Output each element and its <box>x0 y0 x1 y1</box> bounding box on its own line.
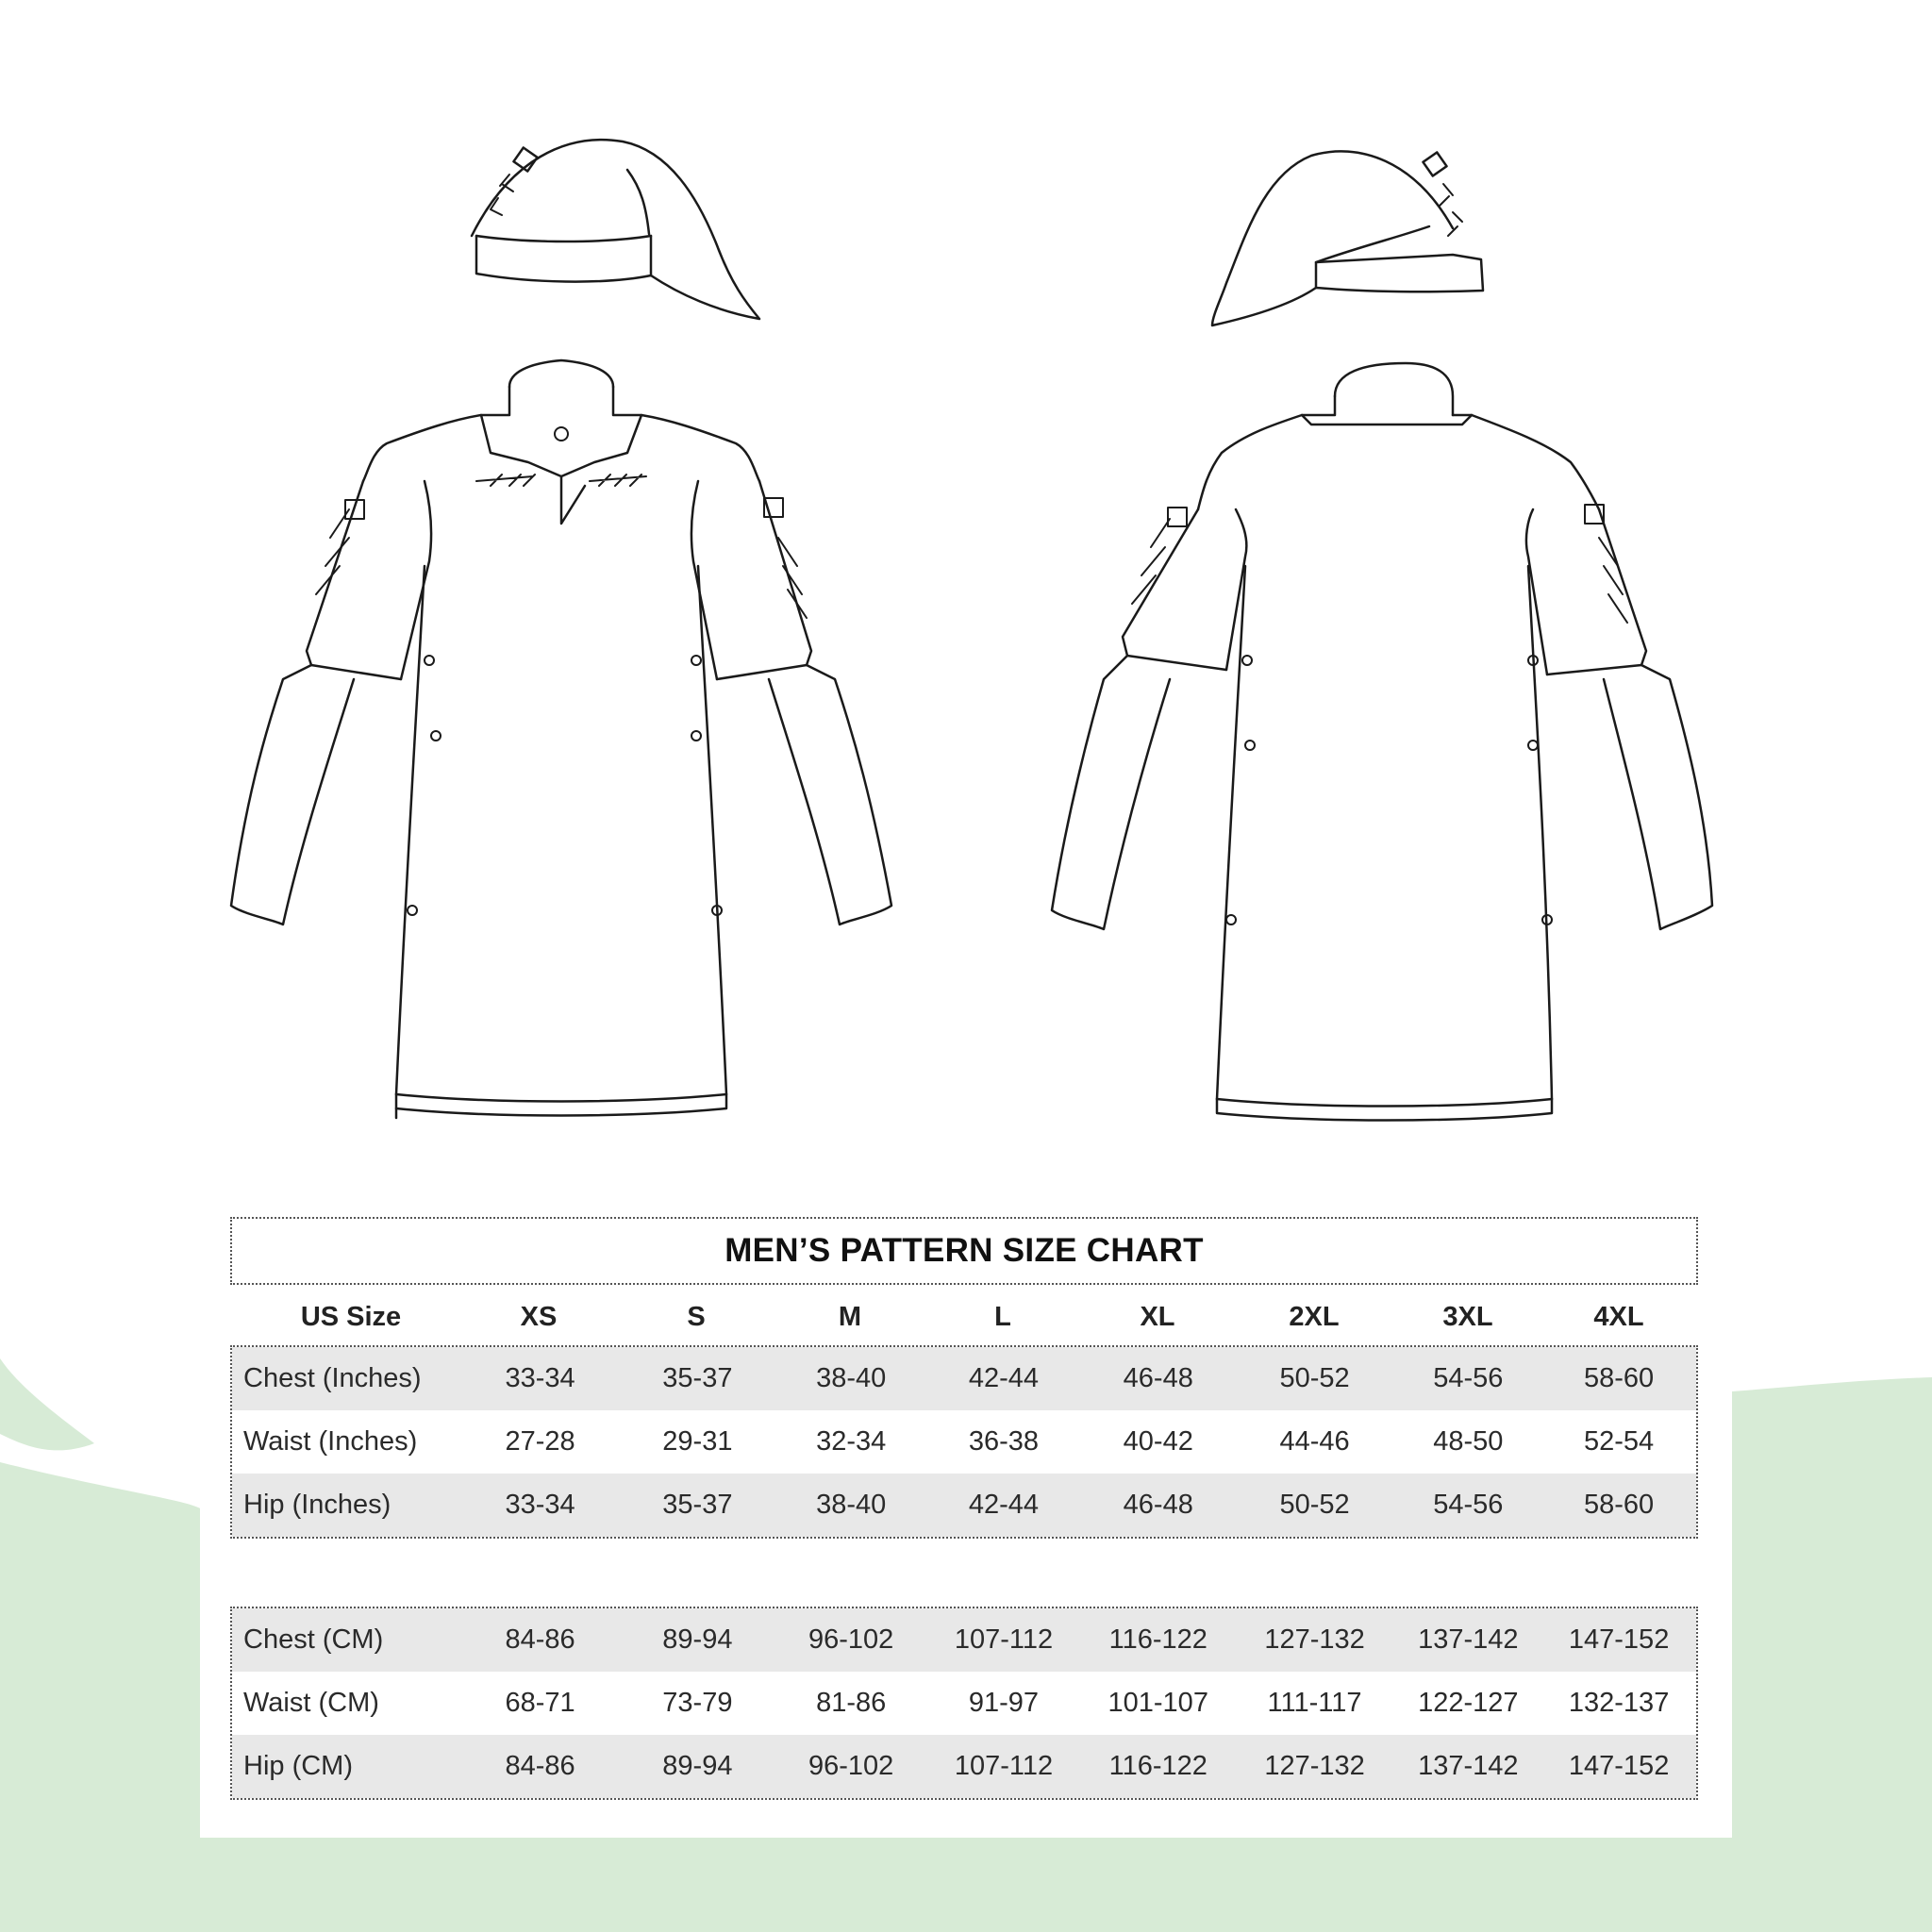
table-row <box>232 1672 1696 1735</box>
header-xs: XS <box>520 1301 558 1332</box>
table-cell: 29-31 <box>662 1426 733 1457</box>
table-cell: 33-34 <box>505 1363 575 1393</box>
table-cell: 38-40 <box>816 1363 887 1393</box>
table-cell: 137-142 <box>1418 1624 1519 1655</box>
table-cell: 36-38 <box>968 1426 1040 1457</box>
row-label: Hip (Inches) <box>243 1490 391 1520</box>
table-cell: 116-122 <box>1108 1751 1208 1781</box>
back-hat-drawing <box>1212 151 1483 325</box>
row-label: Hip (CM) <box>243 1751 353 1781</box>
table-cell: 48-50 <box>1433 1426 1504 1457</box>
row-label: Waist (Inches) <box>243 1426 418 1457</box>
chart-title: MEN’S PATTERN SIZE CHART <box>724 1232 1204 1269</box>
table-cell: 32-34 <box>816 1426 887 1457</box>
front-hat-drawing <box>472 140 759 319</box>
table-cell: 107-112 <box>954 1751 1054 1781</box>
table-cell: 58-60 <box>1584 1490 1655 1520</box>
table-cell: 89-94 <box>662 1751 733 1781</box>
table-cell: 40-42 <box>1123 1426 1193 1457</box>
table-cell: 84-86 <box>505 1624 575 1655</box>
table-cell: 147-152 <box>1568 1751 1670 1781</box>
table-cell: 54-56 <box>1433 1490 1504 1520</box>
table-row <box>232 1474 1696 1537</box>
table-cell: 46-48 <box>1123 1490 1193 1520</box>
header-m: M <box>838 1301 862 1332</box>
inches-table <box>230 1345 1698 1539</box>
table-cell: 84-86 <box>505 1751 575 1781</box>
table-cell: 96-102 <box>808 1751 894 1781</box>
table-cell: 38-40 <box>816 1490 887 1520</box>
table-cell: 132-137 <box>1568 1688 1670 1718</box>
cm-table <box>230 1607 1698 1800</box>
table-cell: 50-52 <box>1279 1363 1350 1393</box>
table-cell: 137-142 <box>1418 1751 1519 1781</box>
table-cell: 116-122 <box>1108 1624 1208 1655</box>
table-cell: 127-132 <box>1264 1751 1365 1781</box>
header-3xl: 3XL <box>1442 1301 1493 1332</box>
table-cell: 42-44 <box>968 1363 1040 1393</box>
table-cell: 44-46 <box>1279 1426 1350 1457</box>
table-row <box>232 1410 1696 1474</box>
header-2xl: 2XL <box>1289 1301 1340 1332</box>
table-cell: 89-94 <box>662 1624 733 1655</box>
row-label: Chest (Inches) <box>243 1363 422 1393</box>
front-tunic-drawing <box>231 360 891 1118</box>
header-4xl: 4XL <box>1593 1301 1644 1332</box>
table-cell: 81-86 <box>816 1688 887 1718</box>
table-cell: 46-48 <box>1123 1363 1193 1393</box>
table-cell: 107-112 <box>954 1624 1054 1655</box>
row-label: Chest (CM) <box>243 1624 384 1655</box>
header-l: L <box>994 1301 1011 1332</box>
table-cell: 58-60 <box>1584 1363 1655 1393</box>
table-cell: 27-28 <box>505 1426 575 1457</box>
table-cell: 35-37 <box>662 1490 733 1520</box>
table-row <box>232 1347 1696 1410</box>
size-header-row <box>230 1292 1698 1341</box>
table-row <box>232 1735 1696 1798</box>
table-cell: 101-107 <box>1108 1688 1208 1718</box>
table-cell: 52-54 <box>1584 1426 1655 1457</box>
header-xl: XL <box>1140 1301 1175 1332</box>
header-us-size: US Size <box>300 1301 402 1332</box>
table-cell: 96-102 <box>808 1624 894 1655</box>
table-cell: 122-127 <box>1418 1688 1519 1718</box>
table-cell: 147-152 <box>1568 1624 1670 1655</box>
table-cell: 111-117 <box>1267 1688 1362 1718</box>
table-cell: 73-79 <box>662 1688 733 1718</box>
table-cell: 127-132 <box>1264 1624 1365 1655</box>
table-cell: 42-44 <box>968 1490 1040 1520</box>
back-tunic-drawing <box>1052 363 1712 1121</box>
chart-title-box <box>230 1217 1698 1285</box>
table-row <box>232 1608 1696 1672</box>
row-label: Waist (CM) <box>243 1688 379 1718</box>
table-cell: 50-52 <box>1279 1490 1350 1520</box>
table-cell: 91-97 <box>968 1688 1040 1718</box>
table-cell: 68-71 <box>505 1688 575 1718</box>
header-s: S <box>687 1301 706 1332</box>
table-cell: 54-56 <box>1433 1363 1504 1393</box>
table-cell: 33-34 <box>505 1490 575 1520</box>
table-cell: 35-37 <box>662 1363 733 1393</box>
